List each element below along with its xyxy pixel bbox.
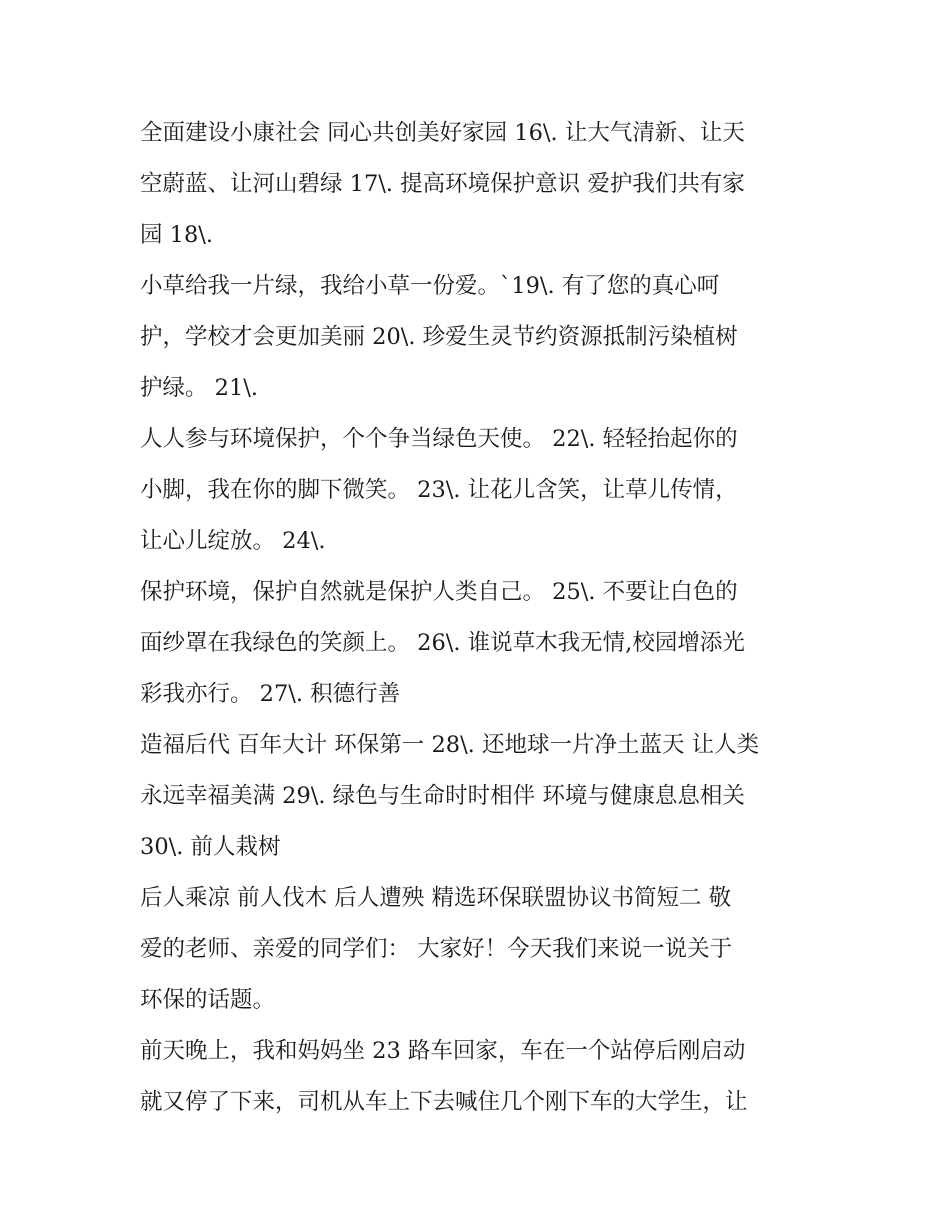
- text-line-20: 就又停了下来，司机从车上下去喊住几个刚下车的大学生，让: [140, 1089, 748, 1115]
- text-line-19: 前天晚上，我和妈妈坐 23 路车回家，车在一个站停后刚启动: [140, 1038, 746, 1064]
- text-line-10: 保护环境，保护自然就是保护人类自己。 25\. 不要让白色的: [140, 579, 738, 605]
- text-line-16: 后人乘凉 前人伐木 后人遭殃 精选环保联盟协议书简短二 敬: [140, 885, 732, 911]
- text-line-13: 造福后代 百年大计 环保第一 28\. 还地球一片净土蓝天 让人类: [140, 732, 760, 758]
- text-line-6: 护绿。 21\.: [140, 375, 259, 401]
- text-line-17: 爱的老师、亲爱的同学们： 大家好！今天我们来说一说关于: [140, 936, 733, 962]
- text-line-3: 园 18\.: [140, 222, 214, 248]
- text-line-14: 永远幸福美满 29\. 绿色与生命时时相伴 环境与健康息息相关: [140, 783, 745, 809]
- text-line-11: 面纱罩在我绿色的笑颜上。 26\. 谁说草木我无情,校园增添光: [140, 630, 745, 656]
- text-line-4: 小草给我一片绿，我给小草一份爱。`19\. 有了您的真心呵: [140, 273, 720, 299]
- text-line-2: 空蔚蓝、让河山碧绿 17\. 提高环境保护意识 爱护我们共有家: [140, 171, 745, 197]
- text-line-12: 彩我亦行。 27\. 积德行善: [140, 681, 401, 707]
- text-line-9: 让心儿绽放。 24\.: [140, 528, 326, 554]
- text-line-8: 小脚，我在你的脚下微笑。 23\. 让花儿含笑，让草儿传情，: [140, 477, 738, 503]
- text-line-5: 护，学校才会更加美丽 20\. 珍爱生灵节约资源抵制污染植树: [140, 324, 738, 350]
- text-line-1: 全面建设小康社会 同心共创美好家园 16\. 让大气清新、让天: [140, 120, 745, 146]
- text-line-18: 环保的话题。: [140, 987, 276, 1013]
- text-line-7: 人人参与环境保护，个个争当绿色天使。 22\. 轻轻抬起你的: [140, 426, 738, 452]
- document-body: [140, 108, 820, 1128]
- text-line-15: 30\. 前人栽树: [140, 834, 281, 860]
